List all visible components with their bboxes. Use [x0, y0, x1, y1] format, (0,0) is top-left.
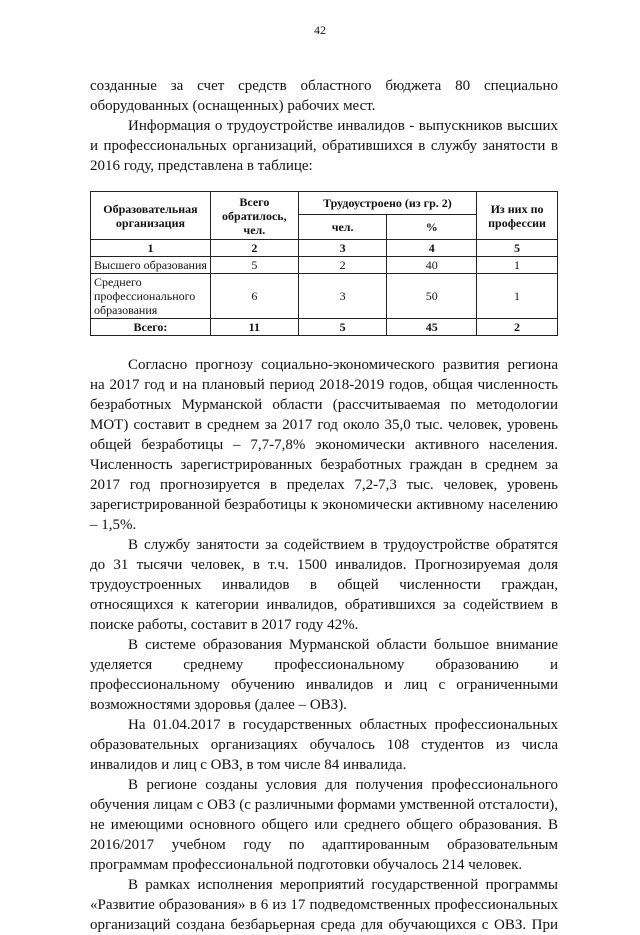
row-employed: 3 [298, 274, 387, 319]
header-employed: Трудоустроено (из гр. 2) [298, 192, 476, 215]
header-by-profession: Из них по профессии [477, 192, 558, 240]
row-org: Среднего профессионального образования [91, 274, 211, 319]
body-paragraph: Согласно прогнозу социально-экономического развития региона на 2017 год и на плановый период 2018-2019 годов, общая численность безработных Мурманской области (рассчитываемая по методологии МОТ) составит в среднем за 2017 год около 35,0 тыс. человек, уровень общей безработицы – 7,7-7,8% экономически активного населения. Численность зарегистрированных безработных граждан в среднем за 2017 год прогнозируется в пределах 7,2-7,3 тыс. человек, уровень зарегистрированной безработицы к экономически активному населению – 1,5%. [90, 357, 558, 533]
row-percent: 50 [387, 274, 477, 319]
totals-label: Всего: [91, 319, 211, 336]
totals-employed: 5 [298, 319, 387, 336]
column-numbers-row [91, 240, 558, 257]
column-number: 4 [387, 240, 477, 257]
column-number: 2 [210, 240, 298, 257]
header-employed-percent: % [387, 215, 477, 240]
header-total: Всего обратилось, чел. [210, 192, 298, 240]
table-row [91, 257, 558, 274]
totals-percent: 45 [387, 319, 477, 336]
row-total: 6 [210, 274, 298, 319]
employment-table [90, 191, 558, 336]
header-org: Образовательная организация [91, 192, 211, 240]
body-paragraph: В регионе созданы условия для получения профессионального обучения лицам с ОВЗ (с различными формами умственной отсталости), не имеющими основного общего или среднего общего образования. В 2016/2017 учебном году по адаптированным образовательным программам профессиональной подготовки обучалось 214 человек. [90, 777, 558, 873]
column-number: 3 [298, 240, 387, 257]
totals-by-profession: 2 [477, 319, 558, 336]
row-by-profession: 1 [477, 257, 558, 274]
column-number: 1 [91, 240, 211, 257]
intro-paragraph: Информация о трудоустройстве инвалидов - выпускников высших и профессиональных организаций, обратившихся в службу занятости в 2016 году, представлена в таблице: [90, 118, 558, 174]
totals-row [91, 319, 558, 336]
table-row [91, 274, 558, 319]
row-employed: 2 [298, 257, 387, 274]
body-paragraph: На 01.04.2017 в государственных областных профессиональных образовательных организациях обучалось 108 студентов из числа инвалидов и лиц с ОВЗ, в том числе 84 инвалида. [90, 717, 558, 773]
totals-total: 11 [210, 319, 298, 336]
header-employed-people: чел. [298, 215, 387, 240]
intro-continuation: созданные за счет средств областного бюджета 80 специально оборудованных (оснащенных) рабочих мест. [90, 78, 558, 114]
row-percent: 40 [387, 257, 477, 274]
row-org: Высшего образования [91, 257, 211, 274]
document-body [90, 76, 558, 935]
body-paragraph: В рамках исполнения мероприятий государственной программы «Развитие образования» в 6 из 17 подведомственных профессиональных организаций создана безбарьерная среда для обучающихся с ОВЗ. При [90, 877, 558, 933]
column-number: 5 [477, 240, 558, 257]
body-paragraph: В системе образования Мурманской области большое внимание уделяется среднему профессиональному образованию и профессиональному обучению инвалидов и лиц с ограниченными возможностями здоровья (далее – ОВЗ). [90, 637, 558, 713]
body-paragraph: В службу занятости за содействием в трудоустройстве обратятся до 31 тысячи человек, в т.ч. 1500 инвалидов. Прогнозируемая доля трудоустроенных инвалидов в общей численности граждан, относящихся к категории инвалидов, обратившихся за содействием в поиске работы, составит в 2017 году 42%. [90, 537, 558, 633]
row-total: 5 [210, 257, 298, 274]
row-by-profession: 1 [477, 274, 558, 319]
page-number: 42 [314, 23, 326, 37]
